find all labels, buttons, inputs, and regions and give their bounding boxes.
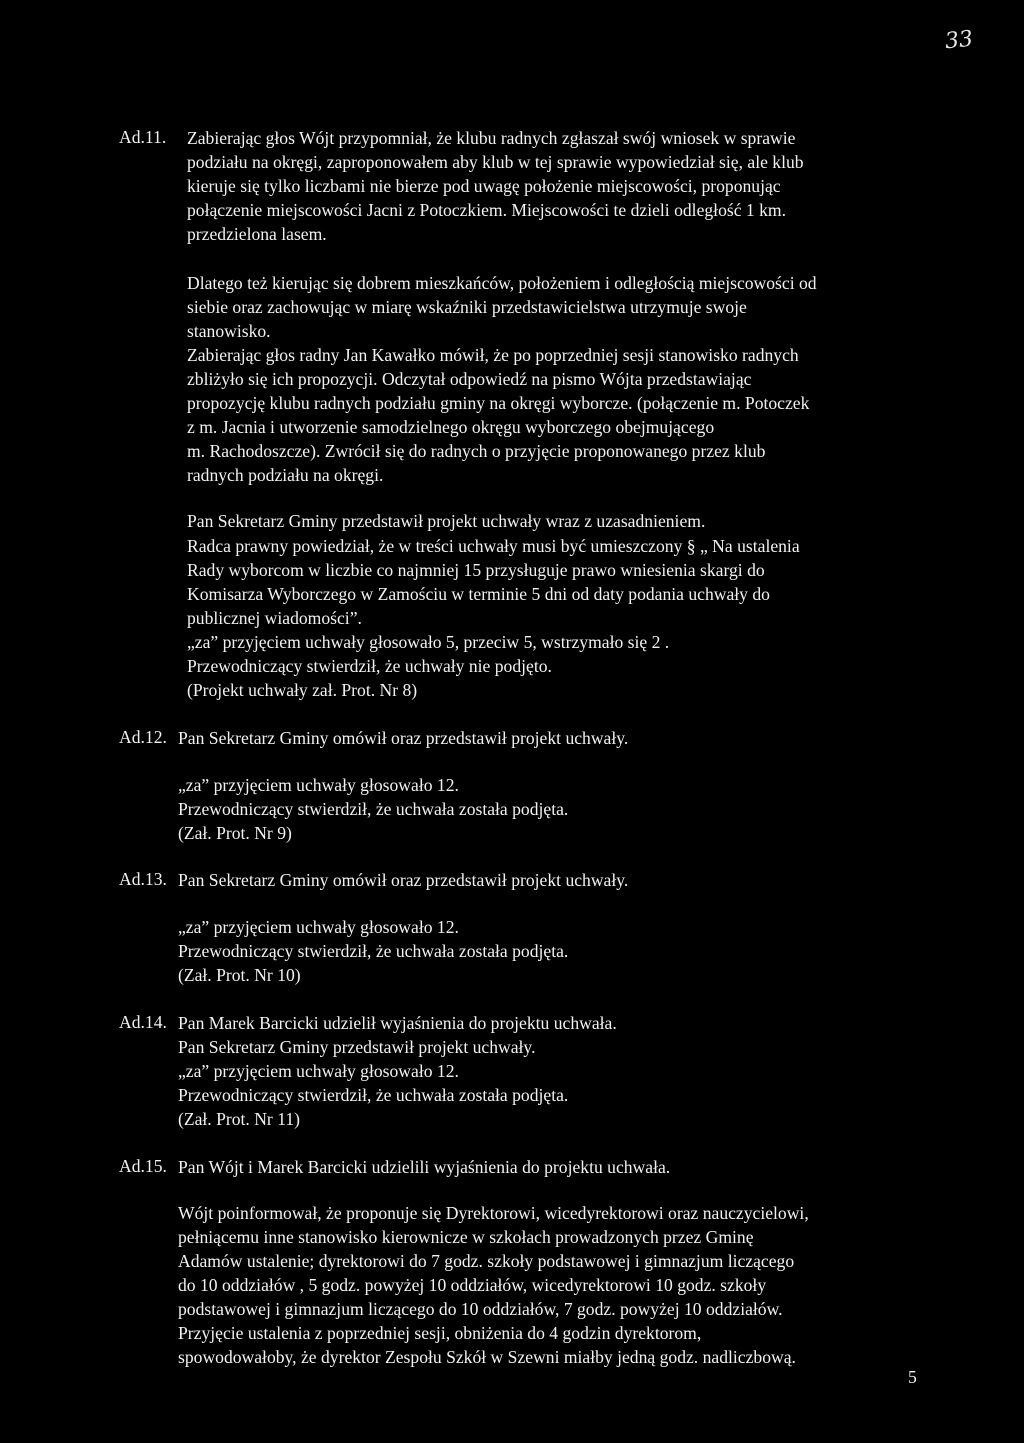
item-label-ad15: Ad.15. (119, 1156, 167, 1176)
text-line: Rady wyborcom w liczbie co najmniej 15 przysługuje prawo wniesienia skargi do (187, 560, 765, 580)
text-line: „za” przyjęciem uchwały głosowało 5, przeciw 5, wstrzymało się 2 . (187, 632, 670, 652)
text-line: Pan Sekretarz Gminy omówił oraz przedstawił projekt uchwały. (178, 728, 629, 748)
text-line: kieruje się tylko liczbami nie bierze pod uwagę położenie miejscowości, proponując (187, 176, 781, 196)
text-line: pełniącemu inne stanowisko kierownicze w szkołach prowadzonych przez Gminę (178, 1227, 754, 1247)
text-line: publicznej wiadomości”. (187, 608, 362, 628)
text-line: podstawowej i gimnazjum liczącego do 10 oddziałów, 7 godz. powyżej 10 oddziałów. (178, 1299, 783, 1319)
text-line: Przewodniczący stwierdził, że uchwała została podjęta. (178, 1085, 569, 1105)
text-line: „za” przyjęciem uchwały głosowało 12. (178, 1061, 459, 1081)
text-line: Dlatego też kierując się dobrem mieszkańców, położeniem i odległością miejscowości od (187, 273, 817, 293)
text-line: „za” przyjęciem uchwały głosowało 12. (178, 775, 459, 795)
text-line: Pan Sekretarz Gminy przedstawił projekt uchwały wraz z uzasadnieniem. (187, 511, 706, 531)
page-corner-mark: 33 (943, 26, 975, 55)
text-line: spowodowałoby, że dyrektor Zespołu Szkół w Szewni miałby jedną godz. nadliczbową. (178, 1347, 796, 1367)
text-line: „za” przyjęciem uchwały głosowało 12. (178, 917, 459, 937)
text-line: Adamów ustalenie; dyrektorowi do 7 godz. szkoły podstawowej i gimnazjum liczącego (178, 1251, 795, 1271)
page-number: 5 (908, 1367, 917, 1387)
text-line: Zabierając głos Wójt przypomniał, że klubu radnych zgłaszał swój wniosek w sprawie (187, 128, 796, 148)
text-line: z m. Jacnia i utworzenie samodzielnego okręgu wyborczego obejmującego (187, 417, 715, 437)
text-line: stanowisko. (187, 321, 271, 341)
text-line: Przyjęcie ustalenia z poprzedniej sesji, obniżenia do 4 godzin dyrektorom, (178, 1323, 702, 1343)
text-line: Komisarza Wyborczego w Zamościu w terminie 5 dni od daty podania uchwały do (187, 584, 770, 604)
text-line: do 10 oddziałów , 5 godz. powyżej 10 oddziałów, wicedyrektorowi 10 godz. szkoły (178, 1275, 767, 1295)
text-line: Radca prawny powiedział, że w treści uchwały musi być umieszczony § „ Na ustalenia (187, 536, 800, 556)
text-line: Pan Sekretarz Gminy omówił oraz przedstawił projekt uchwały. (178, 870, 629, 890)
item-label-ad11: Ad.11. (119, 127, 167, 147)
text-line: przedzielona lasem. (187, 224, 327, 244)
text-line: radnych podziału na okręgi. (187, 465, 384, 485)
text-line: podziału na okręgi, zaproponowałem aby klub w tej sprawie wypowiedział się, ale klub (187, 152, 804, 172)
text-line: m. Rachodoszcze). Zwrócił się do radnych o przyjęcie proponowanego przez klub (187, 441, 766, 461)
text-line: połączenie miejscowości Jacni z Potoczkiem. Miejscowości te dzieli odległość 1 km. (187, 200, 786, 220)
text-line: Pan Sekretarz Gminy przedstawił projekt uchwały. (178, 1037, 536, 1057)
item-label-ad12: Ad.12. (119, 727, 167, 747)
item-label-ad14: Ad.14. (119, 1012, 167, 1032)
text-line: propozycję klubu radnych podziału gminy na okręgi wyborcze. (połączenie m. Potoczek (187, 393, 810, 413)
text-line: Przewodniczący stwierdził, że uchwały nie podjęto. (187, 656, 552, 676)
text-line: siebie oraz zachowując w miarę wskaźniki przedstawicielstwa utrzymuje swoje (187, 297, 747, 317)
text-line: Pan Wójt i Marek Barcicki udzielili wyjaśnienia do projektu uchwała. (178, 1157, 671, 1177)
text-line: Wójt poinformował, że proponuje się Dyrektorowi, wicedyrektorowi oraz nauczycielowi, (178, 1203, 809, 1223)
text-line: zbliżyło się ich propozycji. Odczytał odpowiedź na pismo Wójta przedstawiając (187, 369, 752, 389)
text-line: (Zał. Prot. Nr 10) (178, 965, 301, 985)
text-line: Pan Marek Barcicki udzielił wyjaśnienia do projektu uchwała. (178, 1013, 617, 1033)
text-line: Przewodniczący stwierdził, że uchwała została podjęta. (178, 941, 569, 961)
text-line: Przewodniczący stwierdził, że uchwała została podjęta. (178, 799, 569, 819)
text-line: (Projekt uchwały zał. Prot. Nr 8) (187, 680, 418, 700)
item-label-ad13: Ad.13. (119, 869, 167, 889)
text-line: (Zał. Prot. Nr 9) (178, 823, 292, 843)
text-line: (Zał. Prot. Nr 11) (178, 1109, 300, 1129)
text-line: Zabierając głos radny Jan Kawałko mówił, że po poprzedniej sesji stanowisko radnych (187, 345, 799, 365)
